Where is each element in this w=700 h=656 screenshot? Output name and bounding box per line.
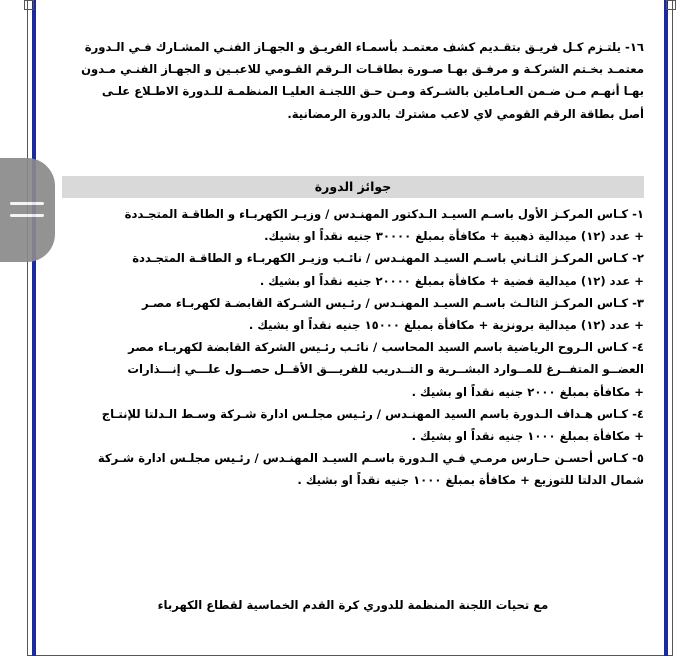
prize-line: ٢- كـاس المركـز الثـاني باسـم السيـد المهنـدس / نائـب وزيـر الكهربـاء و الطاقـة المتجـددة [132,251,644,266]
rule-line: بهـا أنهـم مـن ضـمن العـاملين بالشـركة ومـن حـق اللجنـة العليـا المنظمـة للـدورة الاطـلاع علـى [101,84,644,99]
menu-bar-bottom [10,214,44,217]
menu-bar-top [10,202,44,205]
frame-corner-right [666,0,676,10]
prize-line: العضــو المتفــرغ للمــوارد البشــرية و التــدريب للفريـــق الأقــل حصــول علـــي إنـــذارات [127,362,644,377]
prizes-list [62,203,644,492]
hamburger-menu-icon[interactable] [0,158,55,262]
prize-line: ٣- كـاس المركـز الثالـث باسـم السيـد المهنـدس / رئـيس الشـركة القابضـة لكهربـاء مصـر [142,295,644,310]
prize-line: + مكافأة بمبلغ ٢٠٠٠ جنيه نقداً او بشيك . [411,384,644,399]
rule-line: ١٦- يلتـزم كـل فريـق بتقـديم كشف معتمـد بأسمـاء الفريـق و الجهـاز الفنـي المشـارك فـي الـدورة [84,40,644,54]
prize-line: ٤- كـاس هـداف الـدورة باسم السيد المهنـدس / رئـيس مجلـس ادارة شـركة وسـط الـدلتا للإنتـاج [101,406,644,421]
rule-line: معتمـد بخـتم الشركـة و مرفـق بهـا صـورة بطاقـات الـرقم القـومي للاعبـين و الجهـاز الفنـي مـدون [81,62,644,77]
prize-line: + عدد (١٢) ميدالية ذهبية + مكافأة بمبلغ ٣٠٠٠٠ جنيه نقداً او بشيك. [264,229,644,244]
prize-line: ٥- كـاس أحسـن حـارس مرمـي فـي الـدورة باسـم السيـد المهنـدس / رئـيس مجلـس ادارة شـركة [97,451,644,466]
prizes-section-title: جوائز الدورة [62,176,644,198]
prize-line: ٤- كـاس الـروح الرياضية باسم السيد المحاسب / نائـب رئـيس الشركة القابضة لكهربـاء مصر [128,340,644,355]
prize-line: + عدد (١٢) ميدالية فضية + مكافأة بمبلغ ٢٠٠٠٠ جنيه نقداً او بشيك . [259,273,644,288]
footer-greeting: مع تحيات اللجنة المنظمة للدوري كرة القدم الخماسية لقطاع الكهرباء [157,598,549,612]
prize-line: + عدد (١٢) ميدالية برونزية + مكافأة بمبلغ ١٥٠٠٠ جنيه نقداً او بشيك . [248,318,644,333]
frame-corner-left [24,0,34,10]
prize-line: شمال الدلتا للتوزيع + مكافأة بمبلغ ١٠٠٠ جنيه نقداً او بشيك . [297,473,644,488]
rules-paragraph-16 [62,36,644,125]
prize-line: ١- كـاس المركـز الأول باسـم السيـد الـدكتور المهنـدس / وزيـر الكهربـاء و الطاقـة المتجـددة [124,207,644,221]
prize-line: + مكافأة بمبلغ ١٠٠٠ جنيه نقداً او بشيك . [411,429,644,444]
rule-line: أصل بطاقة الرقم القومي لاي لاعب مشترك بالدورة الرمضانية. [287,106,644,121]
